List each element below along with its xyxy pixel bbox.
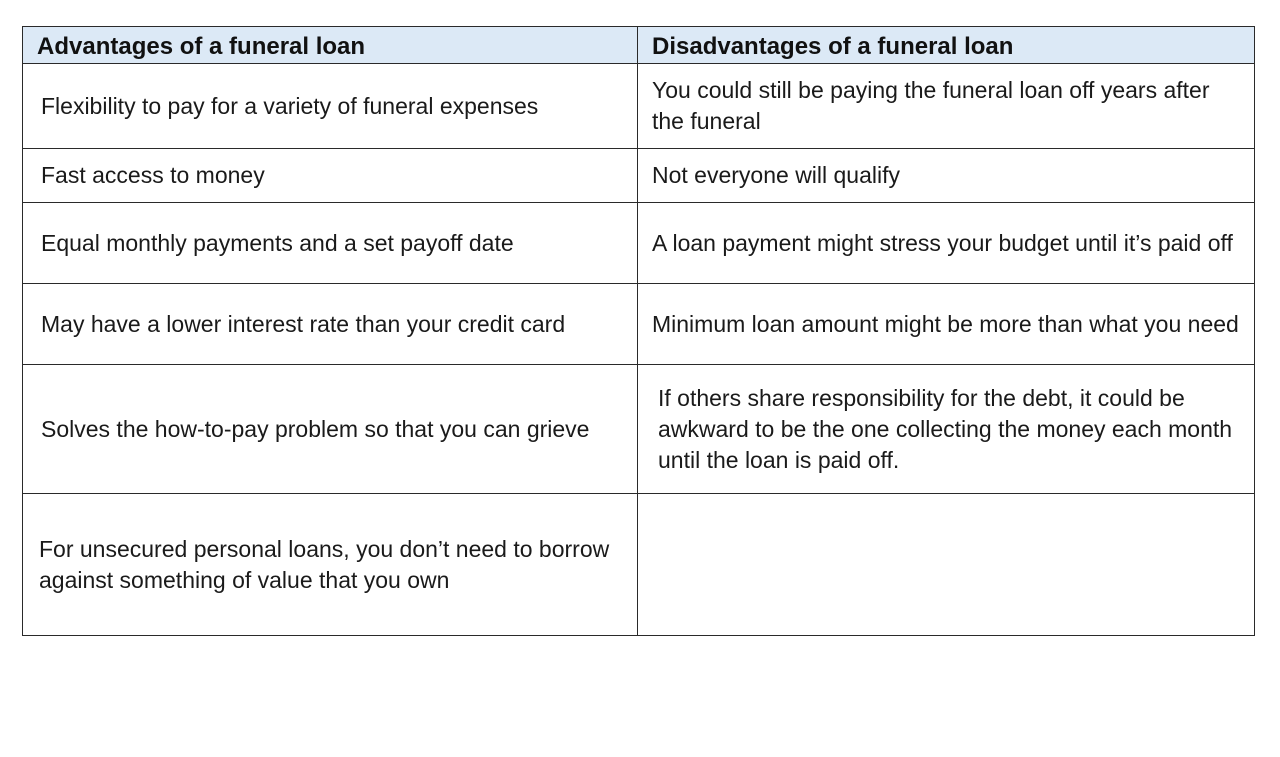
- table-header: [23, 27, 1255, 64]
- table-row: [23, 64, 1255, 149]
- advantage-cell: May have a lower interest rate than your credit card: [23, 284, 638, 365]
- advantage-cell: Fast access to money: [23, 149, 638, 203]
- table-row: [23, 203, 1255, 284]
- disadvantage-cell: Not everyone will qualify: [638, 149, 1255, 203]
- table-row: [23, 149, 1255, 203]
- advantages-disadvantages-table: [22, 26, 1255, 636]
- header-disadvantages: Disadvantages of a funeral loan: [638, 27, 1255, 64]
- advantage-cell: Solves the how-to-pay problem so that you can grieve: [23, 365, 638, 494]
- advantage-cell: For unsecured personal loans, you don’t need to borrow against something of value that you own: [23, 494, 638, 636]
- advantage-cell: Equal monthly payments and a set payoff date: [23, 203, 638, 284]
- disadvantage-cell: If others share responsibility for the debt, it could be awkward to be the one collecting the money each month until the loan is paid off.: [638, 365, 1255, 494]
- header-row: [23, 27, 1255, 64]
- advantage-cell: Flexibility to pay for a variety of funeral expenses: [23, 64, 638, 149]
- disadvantage-cell: Minimum loan amount might be more than what you need: [638, 284, 1255, 365]
- disadvantage-cell: You could still be paying the funeral loan off years after the funeral: [638, 64, 1255, 149]
- table-row: [23, 365, 1255, 494]
- disadvantage-cell-empty: [638, 494, 1255, 636]
- disadvantage-cell: A loan payment might stress your budget until it’s paid off: [638, 203, 1255, 284]
- header-advantages: Advantages of a funeral loan: [23, 27, 638, 64]
- table-row: [23, 284, 1255, 365]
- table-row: [23, 494, 1255, 636]
- table-body: [23, 64, 1255, 636]
